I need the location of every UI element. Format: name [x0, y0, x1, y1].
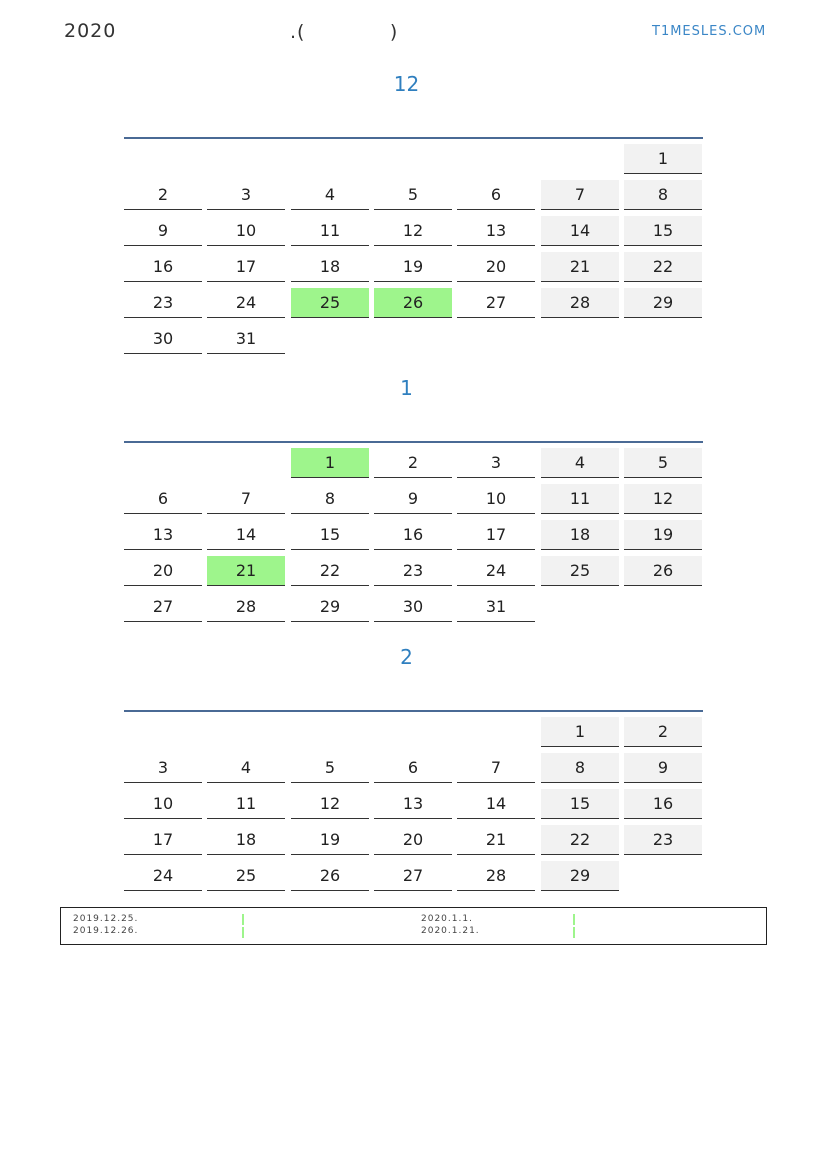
calendar-day: 7 [207, 484, 285, 514]
calendar-day: 5 [291, 753, 369, 783]
calendar-day: 23 [624, 825, 702, 855]
calendar-day: 5 [374, 180, 452, 210]
calendar-day: 22 [624, 252, 702, 282]
legend-holiday-marker [573, 927, 575, 938]
calendar-day: 30 [124, 324, 202, 354]
calendar-day: 23 [124, 288, 202, 318]
calendar-day: 4 [291, 180, 369, 210]
calendar-day: 12 [374, 216, 452, 246]
calendar-day: 24 [457, 556, 535, 586]
calendar-day: 19 [374, 252, 452, 282]
calendar-day: 13 [457, 216, 535, 246]
calendar-day: 31 [207, 324, 285, 354]
calendar-day: 16 [624, 789, 702, 819]
calendar-day: 1 [624, 144, 702, 174]
calendar-day: 29 [624, 288, 702, 318]
calendar-day: 30 [374, 592, 452, 622]
legend-date: 2020.1.1. [421, 914, 473, 924]
calendar-day: 1 [541, 717, 619, 747]
page-header [0, 0, 827, 60]
calendar-day: 9 [124, 216, 202, 246]
calendar-day: 12 [624, 484, 702, 514]
calendar-day: 22 [541, 825, 619, 855]
legend-date: 2020.1.21. [421, 926, 480, 936]
legend-holiday-marker [242, 927, 244, 938]
page-title-paren: .( ) [290, 21, 399, 43]
calendar-day: 24 [207, 288, 285, 318]
calendar-day: 15 [624, 216, 702, 246]
month-title-december: 12 [393, 72, 420, 96]
calendar-day: 1 [291, 448, 369, 478]
calendar-day: 12 [291, 789, 369, 819]
calendar-day: 11 [207, 789, 285, 819]
calendar-day: 31 [457, 592, 535, 622]
calendar-day: 26 [624, 556, 702, 586]
calendar-day: 23 [374, 556, 452, 586]
calendar-day: 11 [541, 484, 619, 514]
calendar-day: 13 [374, 789, 452, 819]
calendar-day: 16 [124, 252, 202, 282]
calendar-rule [124, 137, 703, 139]
calendar-day: 21 [541, 252, 619, 282]
calendar-day: 26 [374, 288, 452, 318]
calendar-day: 29 [291, 592, 369, 622]
calendar-day: 14 [457, 789, 535, 819]
calendar-day: 7 [457, 753, 535, 783]
calendar-february [124, 710, 703, 895]
calendar-day: 21 [207, 556, 285, 586]
calendar-day: 8 [291, 484, 369, 514]
month-title-january: 1 [400, 376, 413, 400]
calendar-day: 6 [374, 753, 452, 783]
month-title-february: 2 [400, 645, 413, 669]
calendar-day: 9 [374, 484, 452, 514]
calendar-day: 3 [124, 753, 202, 783]
calendar-day: 17 [124, 825, 202, 855]
calendar-day: 19 [624, 520, 702, 550]
calendar-day: 18 [207, 825, 285, 855]
calendar-day: 17 [207, 252, 285, 282]
calendar-day: 18 [291, 252, 369, 282]
calendar-day: 25 [207, 861, 285, 891]
calendar-rule [124, 441, 703, 443]
legend-holiday-marker [573, 914, 575, 925]
calendar-day: 27 [457, 288, 535, 318]
calendar-day: 4 [541, 448, 619, 478]
site-link[interactable]: T1MESLES.COM [652, 24, 767, 39]
calendar-day: 24 [124, 861, 202, 891]
holiday-legend [60, 907, 767, 945]
calendar-day: 20 [124, 556, 202, 586]
calendar-day: 28 [541, 288, 619, 318]
calendar-day: 4 [207, 753, 285, 783]
calendar-day: 18 [541, 520, 619, 550]
calendar-day: 27 [124, 592, 202, 622]
calendar-day: 2 [374, 448, 452, 478]
calendar-day: 2 [624, 717, 702, 747]
calendar-day: 14 [541, 216, 619, 246]
calendar-day: 15 [541, 789, 619, 819]
calendar-day: 29 [541, 861, 619, 891]
calendar-day: 6 [124, 484, 202, 514]
calendar-day: 25 [541, 556, 619, 586]
page-title-year: 2020 [64, 20, 117, 42]
calendar-day: 19 [291, 825, 369, 855]
calendar-day: 20 [457, 252, 535, 282]
calendar-day: 11 [291, 216, 369, 246]
calendar-day: 15 [291, 520, 369, 550]
calendar-day: 16 [374, 520, 452, 550]
calendar-day: 3 [207, 180, 285, 210]
calendar-day: 5 [624, 448, 702, 478]
calendar-day: 10 [124, 789, 202, 819]
legend-date: 2019.12.25. [73, 914, 139, 924]
calendar-day: 22 [291, 556, 369, 586]
calendar-day: 25 [291, 288, 369, 318]
calendar-day: 21 [457, 825, 535, 855]
calendar-day: 26 [291, 861, 369, 891]
calendar-day: 3 [457, 448, 535, 478]
calendar-day: 13 [124, 520, 202, 550]
legend-date: 2019.12.26. [73, 926, 139, 936]
calendar-day: 28 [457, 861, 535, 891]
calendar-january [124, 441, 703, 626]
calendar-day: 27 [374, 861, 452, 891]
calendar-day: 7 [541, 180, 619, 210]
calendar-day: 8 [541, 753, 619, 783]
calendar-day: 6 [457, 180, 535, 210]
calendar-day: 8 [624, 180, 702, 210]
calendar-rule [124, 710, 703, 712]
calendar-december [124, 137, 703, 357]
legend-holiday-marker [242, 914, 244, 925]
calendar-day: 14 [207, 520, 285, 550]
calendar-day: 20 [374, 825, 452, 855]
calendar-day: 10 [207, 216, 285, 246]
calendar-day: 28 [207, 592, 285, 622]
calendar-day: 10 [457, 484, 535, 514]
calendar-day: 2 [124, 180, 202, 210]
calendar-day: 17 [457, 520, 535, 550]
calendar-day: 9 [624, 753, 702, 783]
